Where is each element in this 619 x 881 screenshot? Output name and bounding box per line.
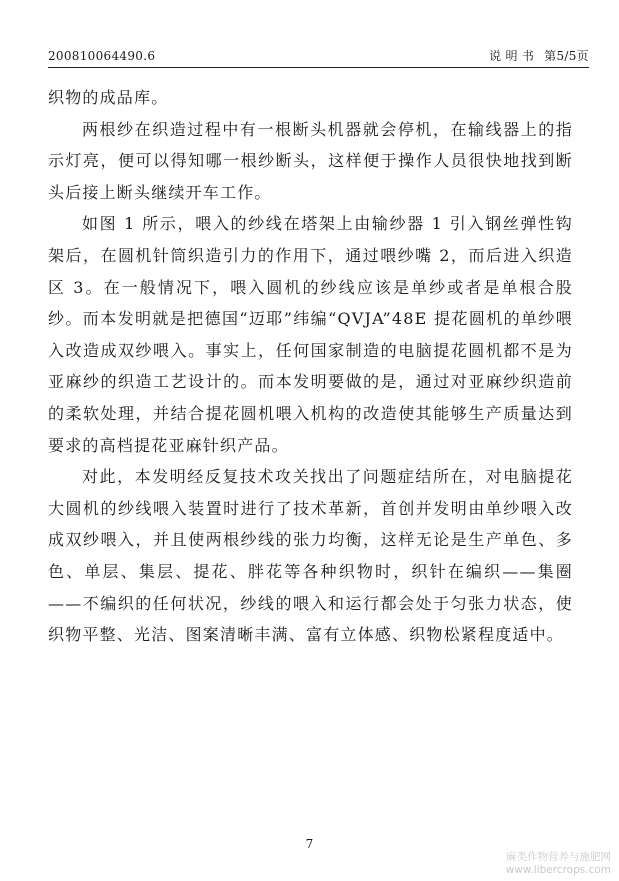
paragraph: 如图 1 所示，喂入的纱线在塔架上由输纱器 1 引入钢丝弹性钩架后，在圆机针筒织造引力的作用下，通过喂纱嘴 2，而后进入织造区 3。在一般情况下，喂入圆机的纱线应该是单纱或者是单根合股纱。而本发明就是把德国“迈耶”纬编“QVJA”48E 提花圆机的单纱喂入改造成双纱喂入。事实上，任何国家制造的电脑提花圆机都不是为亚麻纱的织造工艺设计的。而本发明要做的是，通过对亚麻纱织造前的柔软处理，并结合提花圆机喂入机构的改造使其能够生产质量达到要求的高档提花亚麻针织产品。 [48, 214, 573, 455]
watermark-url: www.libercrops.com [505, 864, 611, 876]
paragraph: 两根纱在织造过程中有一根断头机器就会停机，在输线器上的指示灯亮，便可以得知哪一根纱断头，这样便于操作人员很快地找到断头后接上断头继续开车工作。 [48, 119, 573, 202]
application-number: 200810064490.6 [48, 49, 156, 63]
page-number: 7 [305, 837, 314, 851]
header-rule [48, 67, 589, 68]
document-type: 说 明 书 [489, 49, 535, 63]
page-label: 第5/5页 [544, 49, 589, 63]
page-header [48, 47, 589, 65]
paragraph-continuation: 织物的成品库。 [48, 88, 169, 107]
watermark [491, 851, 611, 877]
body-text [48, 82, 573, 651]
watermark-title: 麻类作物营养与施肥网 [506, 851, 611, 863]
header-right [489, 47, 589, 65]
paragraph: 对此，本发明经反复技术攻关找出了问题症结所在，对电脑提花大圆机的纱线喂入装置时进行了技术革新，首创并发明由单纱喂入改成双纱喂入，并且使两根纱线的张力均衡，这样无论是生产单色、多色、单层、集层、提花、胖花等各种织物时，织针在编织——集圈——不编织的任何状况，纱线的喂入和运行都会处于匀张力状态，使织物平整、光洁、图案清晰丰满、富有立体感、织物松紧程度适中。 [48, 467, 573, 645]
